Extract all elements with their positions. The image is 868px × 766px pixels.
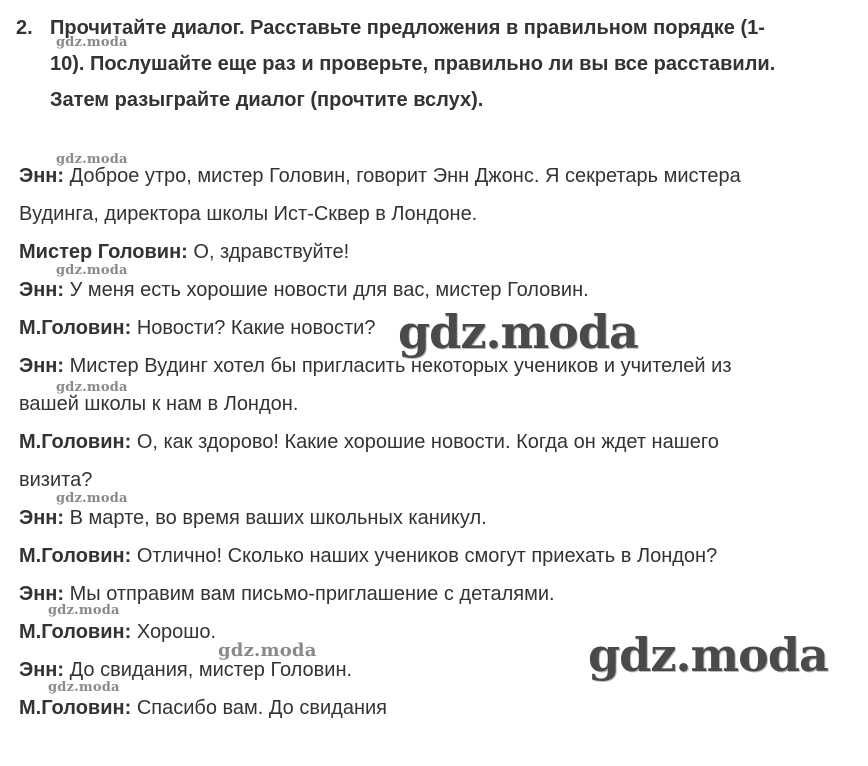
line-text: Хорошо. [131, 621, 217, 643]
dialog-line [19, 658, 352, 682]
line-text: Спасибо вам. До свидания [131, 697, 387, 719]
dialog-line [19, 240, 349, 264]
watermark-small: gdz.moda [48, 603, 120, 618]
speaker: Энн: [19, 583, 65, 605]
speaker: М.Головин: [19, 317, 132, 339]
speaker: М.Головин: [19, 431, 132, 453]
dialog-line [19, 430, 719, 454]
speaker: М.Головин: [19, 545, 132, 567]
watermark-small: gdz.moda [218, 640, 317, 661]
speaker: Энн: [19, 659, 65, 681]
line-text: У меня есть хорошие новости для вас, мистер Головин. [64, 279, 589, 301]
line-text: Мы отправим вам письмо-приглашение с деталями. [64, 583, 555, 605]
line-text: О, здравствуйте! [187, 241, 350, 263]
speaker: Энн: [19, 507, 65, 529]
line-text: До свидания, мистер Головин. [64, 659, 353, 681]
watermark-small: gdz.moda [48, 680, 120, 695]
watermark-small: gdz.moda [56, 35, 128, 50]
speaker: Мистер Головин: [19, 241, 188, 263]
task-line-2: 10). Послушайте еще раз и проверьте, правильно ли вы все расставили. [50, 53, 776, 75]
dialog-line [19, 316, 375, 340]
dialog-line [19, 506, 487, 530]
dialog-line [19, 202, 477, 226]
dialog-line [19, 278, 589, 302]
dialog-line [19, 620, 216, 644]
line-text: Вудинга, директора школы Ист-Сквер в Лондоне. [19, 203, 478, 225]
line-text: вашей школы к нам в Лондон. [19, 393, 299, 415]
task-number: 2. [16, 17, 33, 39]
dialog-line [19, 696, 387, 720]
line-text: Мистер Вудинг хотел бы пригласить некоторых учеников и учителей из [64, 355, 732, 377]
watermark-small: gdz.moda [56, 263, 128, 278]
watermark-small: gdz.moda [56, 380, 128, 395]
speaker: Энн: [19, 165, 65, 187]
task-line-3: Затем разыграйте диалог (прочтите вслух). [50, 89, 484, 111]
speaker: М.Головин: [19, 621, 132, 643]
line-text: В марте, во время ваших школьных каникул. [64, 507, 487, 529]
dialog-line [19, 544, 717, 568]
line-text: Отлично! Сколько наших учеников смогут приехать в Лондон? [131, 545, 718, 567]
watermark-large: gdz.moda [588, 628, 828, 682]
line-text: О, как здорово! Какие хорошие новости. Когда он ждет нашего [131, 431, 719, 453]
watermark-large: gdz.moda [398, 305, 638, 359]
dialog-line [19, 468, 92, 492]
speaker: М.Головин: [19, 697, 132, 719]
speaker: Энн: [19, 279, 65, 301]
task-text [50, 10, 856, 118]
speaker: Энн: [19, 355, 65, 377]
dialog-line [19, 392, 298, 416]
line-text: Новости? Какие новости? [131, 317, 376, 339]
task-instructions [16, 10, 856, 118]
line-text: Доброе утро, мистер Головин, говорит Энн Джонс. Я секретарь мистера [64, 165, 741, 187]
line-text: визита? [19, 469, 93, 491]
dialog-line [19, 164, 741, 188]
watermark-small: gdz.moda [56, 491, 128, 506]
task-line-1: Прочитайте диалог. Расставьте предложения в правильном порядке (1- [50, 17, 765, 39]
watermark-small: gdz.moda [56, 152, 128, 167]
